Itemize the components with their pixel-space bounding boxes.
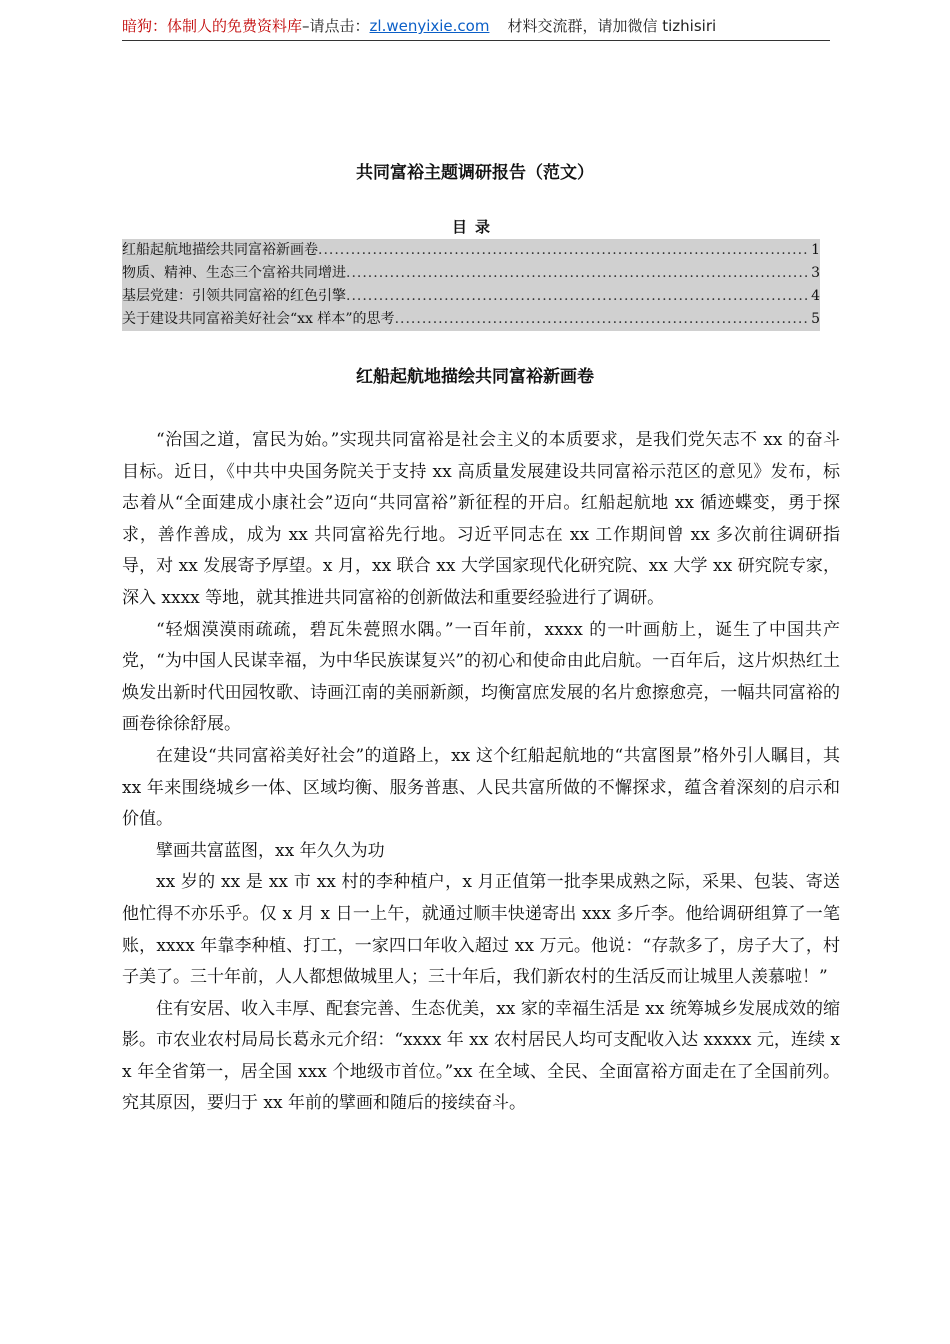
- header-brand: 暗狗：体制人的免费资料库: [122, 17, 303, 35]
- toc-leader-dots: [395, 308, 810, 331]
- header-click-prompt: –请点击：: [302, 17, 370, 35]
- paragraph: 在建设“共同富裕美好社会”的道路上，xx 这个红船起航地的“共富图景”格外引人瞩目，其 xx 年来围绕城乡一体、区域均衡、服务普惠、人民共富所做的不懈探求，蕴含着深刻的启示和价值。: [122, 745, 840, 830]
- toc-entry[interactable]: [122, 308, 820, 331]
- toc-entry-title: 物质、精神、生态三个富裕共同增进: [122, 265, 346, 281]
- toc-leader-dots: [346, 262, 809, 285]
- toc-entry[interactable]: [122, 239, 820, 262]
- header-contact: 材料交流群，请加微信 tizhisiri: [507, 17, 717, 35]
- body-text: [122, 425, 840, 1120]
- toc-entry[interactable]: [122, 285, 820, 308]
- paragraph: “轻烟漠漠雨疏疏，碧瓦朱甍照水隅。”一百年前，xxxx 的一叶画舫上，诞生了中国共产党，“为中国人民谋幸福，为中华民族谋复兴”的初心和使命由此启航。一百年后，这片炽热红土焕发出新时代田园牧歌、诗画江南的美丽新颜，均衡富庶发展的名片愈擦愈亮，一幅共同富裕的画卷徐徐舒展。: [122, 619, 840, 735]
- toc-entry-title: 关于建设共同富裕美好社会“xx 样本”的思考: [122, 311, 395, 327]
- toc-leader-dots: [346, 285, 809, 308]
- table-of-contents: [122, 239, 820, 331]
- paragraph: xx 岁的 xx 是 xx 市 xx 村的李种植户，x 月正值第一批李果成熟之际，采果、包装、寄送他忙得不亦乐乎。仅 x 月 x 日一上午，就通过顺丰快递寄出 xxx 多斤李。他给调研组算了一笔账，xxxx 年靠李种植、打工，一家四口年收入超过 xx 万元。他说：“存款多了，房子大了，村子美了。三十年前，人人都想做城里人；三十年后，我们新农村的生活反而让城里人羡慕啦！”: [122, 872, 840, 988]
- toc-entry-page: 1: [811, 242, 820, 258]
- toc-heading: 目录: [451, 218, 498, 236]
- section-title: 红船起航地描绘共同富裕新画卷: [356, 367, 594, 387]
- document-title: 共同富裕主题调研报告（范文）: [356, 163, 594, 183]
- toc-entry[interactable]: [122, 262, 820, 285]
- toc-entry-page: 4: [811, 288, 820, 304]
- toc-entry-title: 基层党建：引领共同富裕的红色引擎: [122, 288, 346, 304]
- toc-entry-page: 3: [811, 265, 820, 281]
- page-header: [122, 14, 830, 41]
- paragraph: “治国之道，富民为始。”实现共同富裕是社会主义的本质要求，是我们党矢志不 xx 的奋斗目标。近日，《中共中央国务院关于支持 xx 高质量发展建设共同富裕示范区的意见》发布，标志着从“全面建成小康社会”迈向“共同富裕”新征程的开启。红船起航地 xx 循迹蝶变，勇于探求，善作善成，成为 xx 共同富裕先行地。习近平同志在 xx 工作期间曾 xx 多次前往调研指导，对 xx 发展寄予厚望。x 月，xx 联合 xx 大学国家现代化研究院、xx 大学 xx 研究院专家，深入 xxxx 等地，就其推进共同富裕的创新做法和重要经验进行了调研。: [122, 430, 840, 608]
- toc-entry-page: 5: [811, 311, 820, 327]
- toc-leader-dots: [318, 239, 809, 262]
- toc-entry-title: 红船起航地描绘共同富裕新画卷: [122, 242, 318, 258]
- header-link[interactable]: zl.wenyixie.com: [369, 17, 490, 35]
- subheading: 擘画共富蓝图，xx 年久久为功: [156, 840, 385, 861]
- paragraph: 住有安居、收入丰厚、配套完善、生态优美，xx 家的幸福生活是 xx 统筹城乡发展成效的缩影。市农业农村局局长葛永元介绍：“xxxx 年 xx 农村居民人均可支配收入达 xxxxx 元，连续 xx 年全省第一，居全国 xxx 个地级市首位。”xx 在全域、全民、全面富裕方面走在了全国前列。究其原因，要归于 xx 年前的擘画和随后的接续奋斗。: [122, 998, 840, 1114]
